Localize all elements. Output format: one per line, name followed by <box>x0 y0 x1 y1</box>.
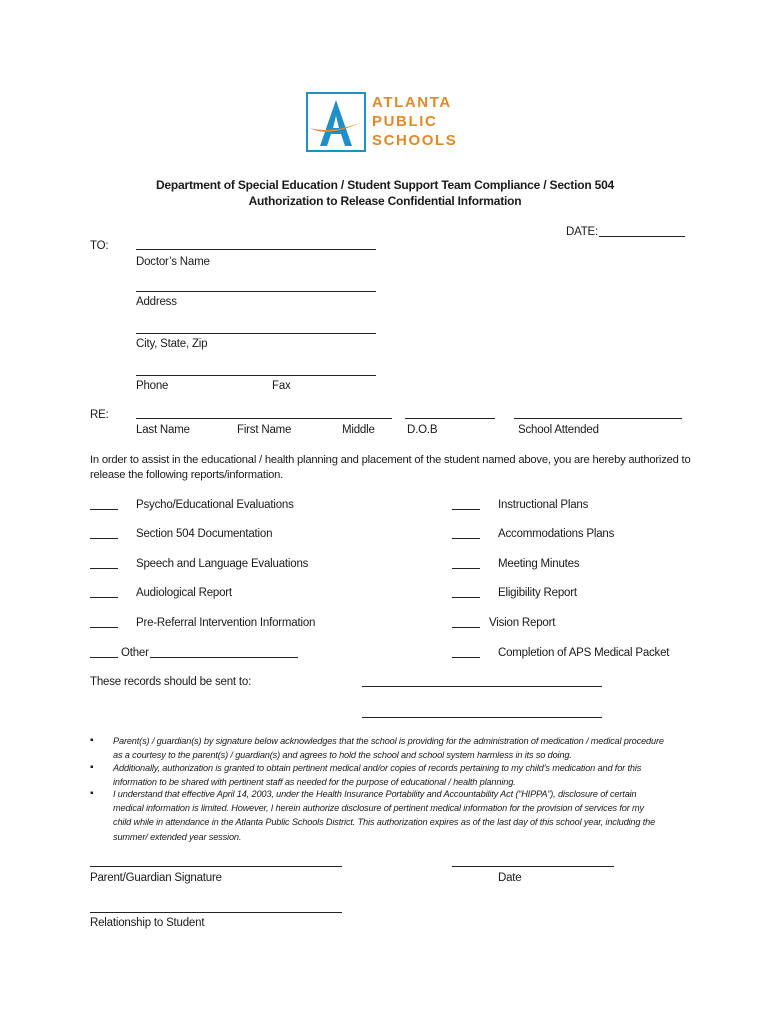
checkbox-line[interactable] <box>90 509 118 510</box>
bullet-icon: ▪ <box>90 735 94 746</box>
bullet-icon: ▪ <box>90 788 94 799</box>
doctor-name-label: Doctor’s Name <box>136 256 210 268</box>
date-label: DATE: <box>566 226 599 238</box>
middle-label: Middle <box>342 424 375 436</box>
report-item: Pre-Referral Intervention Information <box>136 617 316 629</box>
dob-field[interactable] <box>405 418 495 419</box>
checkbox-line[interactable] <box>452 657 480 658</box>
last-name-label: Last Name <box>136 424 190 436</box>
student-name-field[interactable] <box>136 418 392 419</box>
checkbox-line[interactable] <box>452 509 480 510</box>
intro-line-2: release the following reports/information. <box>90 469 284 481</box>
report-item: Completion of APS Medical Packet <box>498 647 670 659</box>
fax-label: Fax <box>272 380 291 392</box>
dob-label: D.O.B <box>407 424 438 436</box>
bullet-icon: ▪ <box>90 762 94 773</box>
school-label: School Attended <box>518 424 599 436</box>
report-item: Psycho/Educational Evaluations <box>136 499 294 511</box>
report-item: Audiological Report <box>136 587 232 599</box>
report-item: Meeting Minutes <box>498 558 580 570</box>
intro-line-1: In order to assist in the educational / health planning and placement of the student named above, you are hereby authorized to <box>90 454 691 466</box>
city-state-zip-field[interactable] <box>136 333 376 334</box>
signature-date-field[interactable] <box>452 866 614 867</box>
report-item: Speech and Language Evaluations <box>136 558 309 570</box>
other-field[interactable] <box>150 657 298 658</box>
bullet-line: medical information is limited. However, I herein authorize disclosure of pertinent medical information for the provision of services for my <box>113 803 644 814</box>
checkbox-line[interactable] <box>452 568 480 569</box>
re-label: RE: <box>90 409 109 421</box>
checkbox-line[interactable] <box>452 597 480 598</box>
checkbox-line[interactable] <box>90 568 118 569</box>
sent-to-field-1[interactable] <box>362 686 602 687</box>
checkbox-line[interactable] <box>90 627 118 628</box>
logo-line-3: SCHOOLS <box>372 132 458 149</box>
report-item: Section 504 Documentation <box>136 528 273 540</box>
first-name-label: First Name <box>237 424 292 436</box>
checkbox-line[interactable] <box>452 627 480 628</box>
checkbox-line[interactable] <box>90 657 118 658</box>
sent-to-label: These records should be sent to: <box>90 676 252 688</box>
bullet-line: child while in attendance in the Atlanta Public Schools District. This authorization expires as of the last day of this school year, including the <box>113 817 656 828</box>
to-label: TO: <box>90 240 109 252</box>
report-item: Instructional Plans <box>498 499 589 511</box>
page-title: Department of Special Education / Student Support Team Compliance / Section 504 <box>155 178 615 192</box>
bullet-line: I understand that effective April 14, 2003, under the Health Insurance Portability and Accountability Act (“HIPPA”), disclosure of certain <box>113 789 637 799</box>
checkbox-line[interactable] <box>452 538 480 539</box>
bullet-paragraph <box>113 787 693 844</box>
report-item: Eligibility Report <box>498 587 577 599</box>
phone-fax-field[interactable] <box>136 375 376 376</box>
relationship-field[interactable] <box>90 912 342 913</box>
bullet-line: information to be shared with pertinent staff as needed for the purpose of educational / health planning. <box>113 777 516 788</box>
city-state-zip-label: City, State, Zip <box>136 338 208 350</box>
parent-signature-field[interactable] <box>90 866 342 867</box>
signature-date-label: Date <box>498 872 522 884</box>
doctor-name-field[interactable] <box>136 249 376 250</box>
parent-signature-label: Parent/Guardian Signature <box>90 872 222 884</box>
bullet-line: summer/ extended year session. <box>113 831 242 842</box>
bullet-line: Additionally, authorization is granted to obtain pertinent medical and/or copies of records pertaining to my child’s medication and for this <box>113 763 642 773</box>
address-field[interactable] <box>136 291 376 292</box>
report-item: Accommodations Plans <box>498 528 615 540</box>
other-label: Other <box>121 647 149 659</box>
bullet-paragraph <box>113 734 693 762</box>
bullet-line: Parent(s) / guardian(s) by signature below acknowledges that the school is providing for the administration of medication / medical procedure <box>113 736 664 746</box>
sent-to-field-2[interactable] <box>362 717 602 718</box>
bullet-line: as a courtesy to the parent(s) / guardian(s) and agrees to hold the school and school system harmless in its so doing. <box>113 750 572 761</box>
date-field[interactable] <box>599 236 685 237</box>
logo-mark <box>306 92 366 152</box>
logo-line-1: ATLANTA <box>372 94 452 111</box>
school-field[interactable] <box>514 418 682 419</box>
bullet-paragraph <box>113 761 693 789</box>
address-label: Address <box>136 296 177 308</box>
letter-a-icon <box>308 94 364 150</box>
phone-label: Phone <box>136 380 169 392</box>
page-subtitle: Authorization to Release Confidential Information <box>248 194 522 208</box>
checkbox-line[interactable] <box>90 538 118 539</box>
logo-line-2: PUBLIC <box>372 113 438 130</box>
relationship-label: Relationship to Student <box>90 917 205 929</box>
report-item: Vision Report <box>489 617 556 629</box>
checkbox-line[interactable] <box>90 597 118 598</box>
